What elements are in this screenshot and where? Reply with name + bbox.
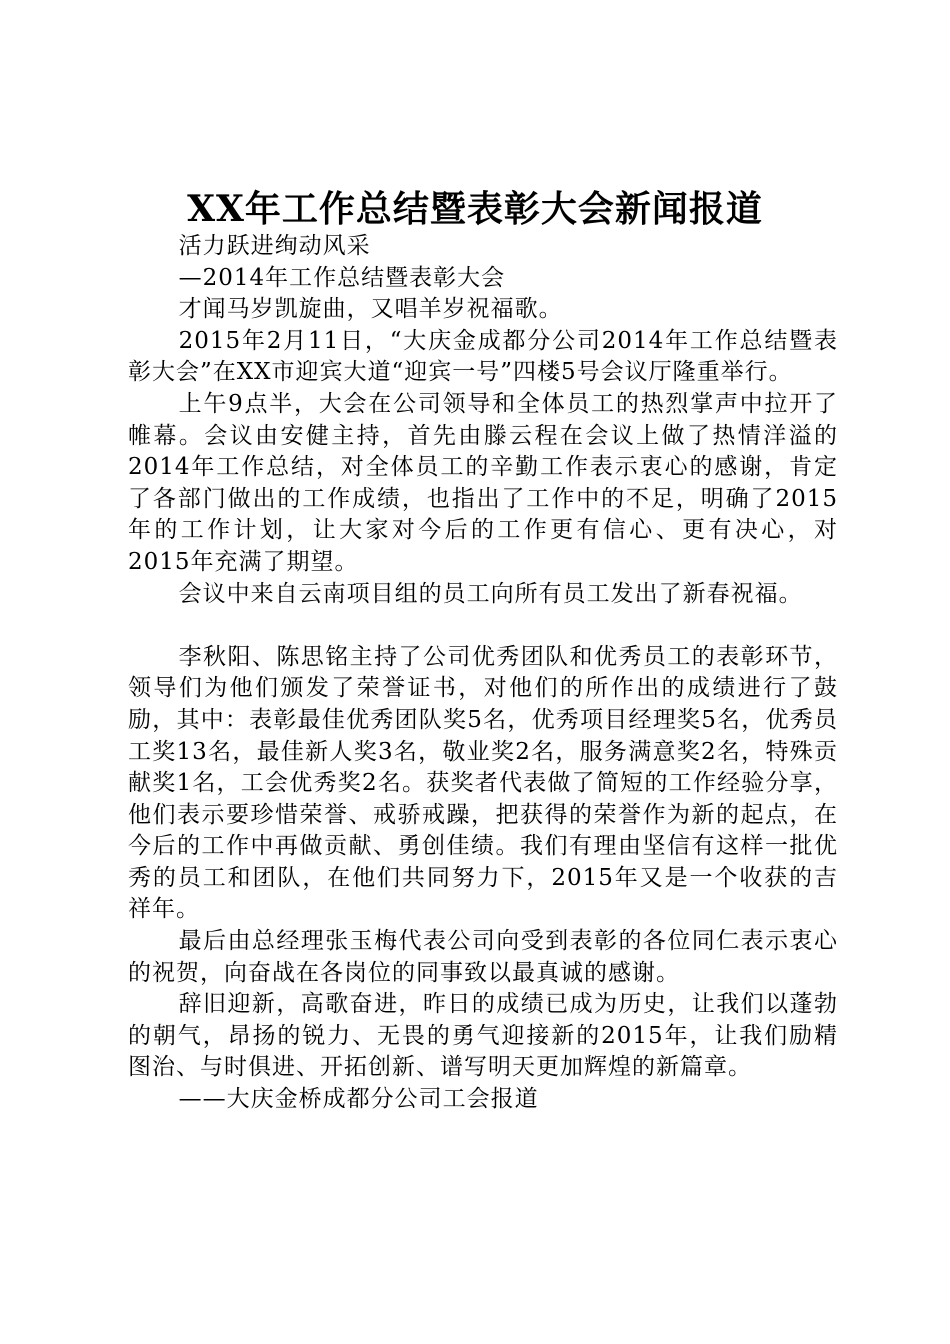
paragraph-awards: 李秋阳、陈思铭主持了公司优秀团队和优秀员工的表彰环节，领导们为他们颁发了荣誉证书，对他们的所作出的成绩进行了鼓励，其中：表彰最佳优秀团队奖5名，优秀项目经理奖5名，优秀员工奖13名，最佳新人奖3名，敬业奖2名，服务满意奖2名，特殊贡献奖1名，工会优秀奖2名。获奖者代表做了简短的工作经验分享，他们表示要珍惜荣誉、戒骄戒躁，把获得的荣誉作为新的起点，在今后的工作中再做贡献、勇创佳绩。我们有理由坚信有这样一批优秀的员工和团队，在他们共同努力下，2015年又是一个收获的吉祥年。: [128, 643, 838, 923]
paragraph-event-date: 2015年2月11日，“大庆金成都分公司2014年工作总结暨表彰大会”在XX市迎宾大道“迎宾一号”四楼5号会议厅隆重举行。: [128, 327, 838, 386]
paragraph-closing: 辞旧迎新，高歌奋进，昨日的成绩已成为历史，让我们以蓬勃的朝气，昂扬的锐力、无畏的勇气迎接新的2015年，让我们励精图治、与时俱进、开拓创新、谱写明天更加辉煌的新篇章。: [128, 991, 838, 1081]
document-title: XX年工作总结暨表彰大会新闻报道: [187, 188, 763, 230]
paragraph-congratulations: 最后由总经理张玉梅代表公司向受到表彰的各位同仁表示衷心的祝贺，向奋战在各岗位的同事致以最真诚的感谢。: [128, 928, 838, 986]
paragraph-heading-slogan: 活力跃进绚动风采: [178, 233, 371, 259]
document-body: [128, 231, 838, 1116]
paragraph-heading-subtitle: —2014年工作总结暨表彰大会: [178, 264, 506, 291]
paragraph-couplet: 才闻马岁凯旋曲，又唱羊岁祝福歌。: [178, 296, 563, 323]
paragraph-blessing: 会议中来自云南项目组的员工向所有员工发出了新春祝福。: [178, 580, 803, 607]
paragraph-signature: ——大庆金桥成都分公司工会报道: [178, 1086, 539, 1113]
paragraph-spacer: [128, 610, 838, 642]
paragraph-opening: 上午9点半，大会在公司领导和全体员工的热烈掌声中拉开了帷幕。会议由安健主持，首先由滕云程在会议上做了热情洋溢的2014年工作总结，对全体员工的辛勤工作表示衷心的感谢，肯定了各部门做出的工作成绩，也指出了工作中的不足，明确了2015年的工作计划，让大家对今后的工作更有信心、更有决心，对2015年充满了期望。: [128, 390, 838, 575]
